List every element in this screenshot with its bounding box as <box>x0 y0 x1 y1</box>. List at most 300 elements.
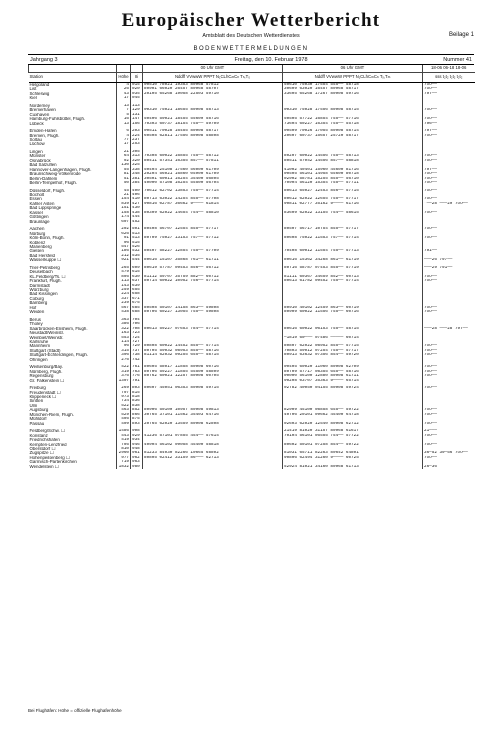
station-cell: Berlin-Tempelhof, Flugh. <box>29 181 78 186</box>
obs06-cell: 40706 20101 09662 45400 64718 <box>283 413 423 417</box>
iii-cell: 838 <box>131 404 143 408</box>
extra-cell: 7oo── <box>423 172 475 176</box>
iii-cell: 410 <box>131 197 143 201</box>
station-cell: Garmisch-Partenkirchen <box>29 460 77 465</box>
extra-cell: ───26 797── <box>423 258 475 262</box>
station-cell: KL.Feldberg/Ts. ☐ <box>29 274 66 279</box>
hoehe-cell: 45 <box>117 189 131 193</box>
station-cell: Weißenburg/Bay. <box>29 365 64 370</box>
table-header <box>29 73 475 83</box>
obs06-cell: 80608 75022 11553 757── 57714 <box>283 236 423 240</box>
obs06-cell: 80807 62022 08952 855── 57715 <box>283 344 423 348</box>
station-cell: Koblenz <box>29 240 46 245</box>
hoehe-cell: 443 <box>117 434 131 438</box>
obs06-cell: 50505 57722 16854 755── 57716 <box>283 117 423 121</box>
hoehe-cell: 6 <box>117 129 131 133</box>
extra-cell: 7oo── <box>423 87 475 91</box>
hoehe-cell: 202 <box>117 227 131 231</box>
extra-cell: 796── <box>423 122 475 126</box>
hoehe-cell: 21 <box>117 150 131 154</box>
hoehe-cell: 419 <box>117 438 131 442</box>
station-cell: Berus <box>29 317 41 322</box>
obs00-cell: 80407 58227 12854 755── 57709 <box>143 249 283 253</box>
obs06-cell: 81111 60367 34659 852── 60713 <box>283 275 423 279</box>
hoehe-cell: 1832 <box>117 465 131 469</box>
extra-cell: 7oo── <box>423 108 475 112</box>
obs00-cell: 80709 75027 13153 757── 57712 <box>143 236 283 240</box>
station-cell: Regensburg <box>29 374 54 379</box>
hoehe-cell: 212 <box>117 254 131 258</box>
iii-cell: 305 <box>131 150 143 154</box>
hoehe-cell: 409 <box>117 422 131 426</box>
station-cell: Marienberg <box>29 244 52 249</box>
extra-cell: 7oo── <box>423 134 475 138</box>
station-cell: Neustadt/Weinstr. <box>29 331 65 336</box>
table-row <box>29 465 475 469</box>
iii-cell: 020 <box>131 87 143 91</box>
station-cell: Bad Hersfeld <box>29 253 55 258</box>
station-cell: List <box>29 87 37 92</box>
obs06-cell: 80507 56717 10754 855── 57717 <box>283 227 423 231</box>
iii-cell: 427 <box>131 202 143 206</box>
station-cell: Augsburg <box>29 408 49 413</box>
station-cell: Bad Salzuflen <box>29 163 57 168</box>
iii-cell: 875 <box>131 417 143 421</box>
iii-cell: 384 <box>131 181 143 185</box>
extra-cell: 7oo── <box>423 117 475 121</box>
iii-cell: 513 <box>131 236 143 240</box>
obs00-cell <box>143 465 283 469</box>
iii-cell: 852 <box>131 408 143 412</box>
station-cell: Gr. Falkenstein ☐ <box>29 378 65 383</box>
hoehe-cell: 92 <box>117 159 131 163</box>
iii-cell: 615 <box>131 270 143 274</box>
obs00-cell: 80613 59227 07653 784── 57714 <box>143 327 283 331</box>
obs06-cell: 30609 63020 16457 80968 58717 <box>283 87 423 91</box>
extra-cell: 7oo── <box>423 374 475 378</box>
obs06-cell: 83609 62022 13155 754── 58615 <box>283 211 423 215</box>
beilage-label: Beilage 1 <box>448 32 474 38</box>
station-cell: Karlsruhe <box>29 340 49 345</box>
obs00-cell: 80705 59032 08953 855── 58716 <box>143 349 283 353</box>
extra-cell: 7oo── <box>423 83 475 88</box>
iii-cell: 444 <box>131 215 143 219</box>
hoehe-cell: 567 <box>117 306 131 310</box>
extra-cell: 7oo── <box>423 211 475 215</box>
station-cell: Helgoland <box>29 82 50 87</box>
extra-cell: 797── <box>423 168 475 172</box>
obs00-cell: 80706 60227 13055 755── 59808 <box>143 310 283 314</box>
obs00-cell: 80309 62022 14654 754── 58810 <box>143 211 283 215</box>
hoehe-cell: 21 <box>117 193 131 197</box>
obs00-cell: 80605 58017 11858 80908 60716 <box>143 365 283 369</box>
station-cell: Bad Lippspringe <box>29 206 62 211</box>
hoehe-cell: 77 <box>117 138 131 142</box>
iii-cell: 045 <box>131 96 143 100</box>
iii-cell: 544 <box>131 258 143 262</box>
station-cell: Berlin-Dahlem <box>29 176 58 181</box>
extra-cell: 7oo── <box>423 154 475 158</box>
hoehe-cell: 315 <box>117 349 131 353</box>
obs00-cell: 81114 62032 09255 655── 58715 <box>143 353 283 357</box>
hoehe-cell: 479 <box>117 270 131 274</box>
hoehe-cell: 1486 <box>117 429 131 433</box>
obs00-cell: 80619 57787 09453 856── 56712 <box>143 266 283 270</box>
station-cell: Wasserkuppe ☐ <box>29 258 62 263</box>
date-label: Freitag, den 10. Februar 1978 <box>234 56 308 63</box>
header-cell: 06 Uhr GMT <box>283 65 423 73</box>
table-header-top <box>29 65 475 73</box>
obs06-cell: 00505 56101 14958 65600 80718 <box>283 172 423 176</box>
iii-cell: 430 <box>131 206 143 210</box>
hoehe-cell: 839 <box>117 202 131 206</box>
iii-cell: 893 <box>131 422 143 426</box>
extra-cell: 7oo── <box>423 310 475 314</box>
station-cell: Deuselbach <box>29 270 53 275</box>
obs06-cell: 00000 56100 12880 80908 61711 <box>283 374 423 378</box>
hoehe-cell: 797 <box>117 391 131 395</box>
obs06-cell: ─1819 60─── 07486 ───── 60714 <box>283 336 423 340</box>
footer-note: Bei Flughäfen: Höhe = offizielle Flughafenhöhe <box>28 708 122 713</box>
iii-cell: 313 <box>131 154 143 158</box>
hoehe-cell: 973 <box>117 395 131 399</box>
obs06-cell: 80207 60022 14556 755── 58713 <box>283 154 423 158</box>
hoehe-cell: 43 <box>117 92 131 96</box>
station-cell: Klippeneck ☐ <box>29 395 57 399</box>
obs00-cell: 50406 59021 18455 55609 58716 <box>143 117 283 121</box>
station-cell: Essen <box>29 197 42 202</box>
iii-cell: 203 <box>131 129 143 133</box>
header-obs00: Nddff VVwwW PPPT N₁CLhCₘCₕ Tₙ,T₀ <box>143 73 283 83</box>
obs00-cell: 41236 57101 07855 454── 57614 <box>143 434 283 438</box>
station-cell: Nürburg <box>29 231 46 236</box>
iii-cell: 724 <box>131 336 143 340</box>
hoehe-cell: 13 <box>117 104 131 108</box>
extra-cell: 7oo── <box>423 306 475 310</box>
extra-cell: *──28 ───29 7oo── <box>423 202 475 206</box>
section-heading: BODENWETTERMELDUNGEN <box>193 46 309 52</box>
header-cell: 18-06 06-18 18-06 <box>423 65 475 73</box>
station-cell: Trier-Petrisberg <box>29 265 60 270</box>
hoehe-cell: 186 <box>117 249 131 253</box>
hoehe-cell: 363 <box>117 318 131 322</box>
iii-cell: 776 <box>131 374 143 378</box>
obs06-cell: 80910 40102 12459 863── 60719 <box>283 306 423 310</box>
hoehe-cell: 553 <box>117 336 131 340</box>
obs00-cell: 80906 50109 10957 80908 59813 <box>143 408 283 412</box>
obs00-cell: 70303 60737 18154 755── 59709 <box>143 122 283 126</box>
obs00-cell: 80805 02412 33159 86─── 62713 <box>143 456 283 460</box>
station-cell: Frankfurt, Flugh. <box>29 279 62 284</box>
hoehe-cell: 64 <box>117 154 131 158</box>
extra-cell: ───29 791── <box>423 266 475 270</box>
obs00-cell: 80616 15107 35868 761── 61711 <box>143 258 283 262</box>
iii-cell: 742 <box>131 358 143 362</box>
obs06-cell: 70408 60012 11554 755── 57713 <box>283 249 423 253</box>
obs06-cell: 90811 02777 35162 9──── 61716 <box>283 202 423 206</box>
extra-cell: 7oo── <box>423 413 475 417</box>
station-cell: Würzburg <box>29 288 49 293</box>
station-cell: Hohenpeißenberg ☐ <box>29 455 70 460</box>
station-cell: Kempten-Lenzfried <box>29 442 67 447</box>
iii-cell: 727 <box>131 340 143 344</box>
iii-cell: 963 <box>131 460 143 464</box>
station-cell: Bocholt <box>29 192 45 197</box>
iii-cell: 685 <box>131 306 143 310</box>
jahrgang-label: Jahrgang 3 <box>30 56 58 63</box>
extra-cell: 7oo── <box>423 349 475 353</box>
station-cell: Norderney <box>29 103 50 108</box>
obs00-cell: 20765 62020 13559 80908 62808 <box>143 422 283 426</box>
hoehe-cell: 319 <box>117 370 131 374</box>
station-cell: Braunschweig-Völkenrode <box>29 172 81 177</box>
hoehe-cell: 405 <box>117 417 131 421</box>
extra-cell: 7oo── <box>423 434 475 438</box>
station-cell: Bremen, Flugh. <box>29 133 60 138</box>
station-cell: Konstanz <box>29 433 48 438</box>
extra-cell: 797── <box>423 129 475 133</box>
iii-cell: 637 <box>131 279 143 283</box>
obs00-cell: 70308 60022 16855 755── 58712 <box>143 154 283 158</box>
extra-cell: 7oo── <box>423 370 475 374</box>
extra-cell: 7oo── <box>423 181 475 185</box>
hoehe-cell: 1307 <box>117 379 131 383</box>
obs00-cell: 80808 60022 14452 855── 57714 <box>143 344 283 348</box>
obs06-cell: 80913 63632 07356 854── 59720 <box>283 353 423 357</box>
report-subtitle: Amtsblatt des Deutschen Wetterdienstes <box>202 33 300 39</box>
hoehe-cell: 151 <box>117 206 131 210</box>
iii-cell: 738 <box>131 353 143 357</box>
obs06-cell: 20607 60737 15657 25720 58717 <box>283 134 423 138</box>
hoehe-cell: 17 <box>117 142 131 146</box>
iii-cell: 761 <box>131 365 143 369</box>
obs06-cell: 90208 03707 35363 9──── 65714 <box>283 379 423 383</box>
extra-cell: 7oo── <box>423 189 475 193</box>
iii-cell: 815 <box>131 391 143 395</box>
iii-cell: 338 <box>131 168 143 172</box>
extra-cell: 7oo── <box>423 159 475 163</box>
station-cell: Bremerhaven <box>29 108 56 113</box>
hoehe-cell: 26 <box>117 87 131 91</box>
obs00-cell: 80411 57341 16355 857── 57811 <box>143 159 283 163</box>
obs06-cell: 50610 75030 17554 555── 58718 <box>283 83 423 88</box>
iii-cell: 980 <box>131 465 143 469</box>
iii-cell: 737 <box>131 349 143 353</box>
extra-cell: 7oo── <box>423 236 475 240</box>
hoehe-cell: 55 <box>117 168 131 172</box>
iii-cell: 948 <box>131 447 143 451</box>
extra-cell: 7oo── <box>423 456 475 460</box>
iii-cell: 526 <box>131 245 143 249</box>
hoehe-cell: 114 <box>117 340 131 344</box>
station-cell: Göttingen <box>29 215 49 220</box>
hoehe-cell: 376 <box>117 374 131 378</box>
hoehe-cell: 224 <box>117 292 131 296</box>
station-cell: Lübeck <box>29 121 44 126</box>
obs06-cell: 02782 40050 04155 80908 59724 <box>283 386 423 390</box>
obs00-cell: 80901 66020 26457 80968 58707 <box>143 87 283 91</box>
extra-cell: 7oo── <box>423 279 475 283</box>
station-cell: Hof <box>29 305 37 310</box>
iii-cell: 630 <box>131 275 143 279</box>
station-cell: Mühldorf <box>29 417 47 422</box>
hoehe-cell: 276 <box>117 358 131 362</box>
header-cell <box>29 65 117 73</box>
station-cell: Wendelstein ☐ <box>29 464 59 469</box>
header-obs06: Nddff VVwwW PPPT N₁CLhCₘCₕ Tₓ,Tₘ <box>283 73 423 83</box>
report-page <box>28 8 474 713</box>
obs06-cell: 80613 65027 12453 856── 57715 <box>283 189 423 193</box>
station-cell: Darmstadt <box>29 283 50 288</box>
obs00-cell: 80408 56707 12554 855── 57717 <box>143 227 283 231</box>
hoehe-cell: 529 <box>117 413 131 417</box>
hoehe-cell: 163 <box>117 331 131 335</box>
obs00-cell: 00510 78021 19353 80968 57812 <box>143 83 283 88</box>
iii-cell: 658 <box>131 292 143 296</box>
iii-cell: 325 <box>131 163 143 167</box>
header-station: Station <box>29 73 117 83</box>
hoehe-cell: 13 <box>117 122 131 126</box>
station-cell: Emden-Hafen <box>29 129 57 134</box>
header-cell <box>117 65 131 73</box>
iii-cell: 131 <box>131 113 143 117</box>
extra-cell: 7oo── <box>423 177 475 181</box>
obs00-cell: 20105 65268 19058 22503 59710 <box>143 92 283 96</box>
hoehe-cell: 522 <box>117 404 131 408</box>
obs06-cell: 52924 81021 34160 80968 61713 <box>283 465 423 469</box>
obs06-cell: 80511 57042 14556 857── 58818 <box>283 159 423 163</box>
station-cell: Stuttgart (Stadt) <box>29 348 61 353</box>
extra-cell: 7oo── <box>423 443 475 447</box>
hoehe-cell: 386 <box>117 322 131 326</box>
station-cell: Weiden <box>29 310 45 315</box>
hoehe-cell: 921 <box>117 258 131 262</box>
extra-cell: 791── <box>423 249 475 253</box>
station-cell: Kiel <box>29 96 37 101</box>
station-cell: Ulm <box>29 403 38 408</box>
iii-cell: 962 <box>131 456 143 460</box>
hoehe-cell: 17 <box>117 96 131 100</box>
station-cell: Feldberg/Schw. ☐ <box>29 429 65 434</box>
iii-cell: 723 <box>131 331 143 335</box>
hoehe-cell: 719 <box>117 460 131 464</box>
obs06-cell: 80716 58787 07453 855── 57719 <box>283 266 423 270</box>
iii-cell: 929 <box>131 434 143 438</box>
extra-cell: 7oo── <box>423 275 475 279</box>
extra-cell: 7oo── <box>423 227 475 231</box>
iii-cell: 866 <box>131 413 143 417</box>
iii-cell: 704 <box>131 318 143 322</box>
obs06-cell: 70104 56101 05555 754── 57722 <box>283 434 423 438</box>
hoehe-cell: 50 <box>117 181 131 185</box>
obs06-cell: 80616 60022 06153 755── 58715 <box>283 327 423 331</box>
station-cell: Schleswig <box>29 91 50 96</box>
obs06-cell: 80909 60022 11556 755── 60716 <box>283 310 423 314</box>
station-cell: Köln-Bonn, Flugh. <box>29 236 65 241</box>
iii-cell: 675 <box>131 301 143 305</box>
station-cell: Kahler Asten <box>29 201 55 206</box>
station-cell: Freudenstadt ☐ <box>29 390 61 395</box>
hoehe-cell: 396 <box>117 353 131 357</box>
extra-cell: 21─── <box>423 429 475 433</box>
station-cell: Coburg <box>29 296 44 301</box>
iii-cell: 655 <box>131 288 143 292</box>
iii-cell: 836 <box>131 399 143 403</box>
station-cell: Nürnberg, Flugh. <box>29 369 63 374</box>
hoehe-cell: 4 <box>117 83 131 88</box>
hoehe-cell: 239 <box>117 301 131 305</box>
obs00-cell: 00310 75021 18655 80908 58713 <box>143 108 283 112</box>
weather-table <box>28 65 475 469</box>
iii-cell: 908 <box>131 429 143 433</box>
station-cell: Passau <box>29 421 45 426</box>
obs00-cell: 40904 56102 09058 45400 58818 <box>143 443 283 447</box>
station-cell: Lüchow <box>29 142 45 147</box>
iii-cell: 515 <box>131 241 143 245</box>
hoehe-cell: 705 <box>117 443 131 447</box>
hoehe-cell: 422 <box>117 365 131 369</box>
obs06-cell: 70904 56120 15354 755── 57711 <box>283 181 423 185</box>
extra-cell: 797── <box>423 92 475 96</box>
obs00-cell: 80714 60022 10952 756── 57714 <box>143 279 283 283</box>
extra-cell: 36─52 39─56 7oo── <box>423 451 475 455</box>
extra-cell: 7oo── <box>423 408 475 412</box>
obs06-cell: 82909 45100 08858 655── 59722 <box>283 408 423 412</box>
obs06-cell: 33605 65268 17267 80908 59716 <box>283 92 423 96</box>
report-title: Europäischer Wetterbericht <box>121 10 381 31</box>
station-cell: Soltau <box>29 137 42 142</box>
iii-cell: 639 <box>131 284 143 288</box>
hoehe-cell: 5 <box>117 113 131 117</box>
hoehe-cell: 810 <box>117 447 131 451</box>
station-cell: Lingen <box>29 149 43 154</box>
hoehe-cell: 81 <box>117 172 131 176</box>
hoehe-cell: 154 <box>117 197 131 201</box>
hoehe-cell: 463 <box>117 408 131 412</box>
nummer-label: Nummer 41 <box>443 56 472 63</box>
hoehe-cell: 734 <box>117 399 131 403</box>
hoehe-cell: 607 <box>117 220 131 224</box>
station-cell: München-Riem, Flugh. <box>29 412 74 417</box>
obs00-cell: 30501 60011 16254 35400 56805 <box>143 177 283 181</box>
obs06-cell: 00509 70026 17055 80908 58714 <box>283 129 423 133</box>
hoehe-cell: 96 <box>117 344 131 348</box>
obs06-cell: 41002 40401 15960 45600 81716 <box>283 168 423 172</box>
station-cell: Aachen <box>29 227 45 232</box>
station-cell: Hannover-Langenhagen, Flugh. <box>29 167 92 172</box>
iii-cell: 381 <box>131 177 143 181</box>
iii-cell: 791 <box>131 379 143 383</box>
hoehe-cell: 438 <box>117 310 131 314</box>
obs00-cell: 90816 02787 36662 9──── 61814 <box>143 202 283 206</box>
header-extra: sss t₂t₂ t₂t₂ t₂t₂ <box>423 73 475 83</box>
obs00-cell: 80607 45051 06353 80908 59715 <box>143 386 283 390</box>
iii-cell: 961 <box>131 451 143 455</box>
obs06-cell: 80613 61782 09452 755── 57714 <box>283 279 423 283</box>
info-bar <box>28 54 474 65</box>
station-cell: Hamburg-Fuhlsbüttel, Flugh. <box>29 117 86 122</box>
obs06-cell: 21419 81020 31157 80968 61617 <box>283 429 423 433</box>
hoehe-cell: 7 <box>117 108 131 112</box>
station-cell: Osnabrück <box>29 158 51 163</box>
extra-cell: 7oo── <box>423 422 475 426</box>
station-cell: Braunlage <box>29 219 50 224</box>
hoehe-cell: 174 <box>117 215 131 219</box>
iii-cell: 946 <box>131 443 143 447</box>
hoehe-cell: 805 <box>117 275 131 279</box>
hoehe-cell: 337 <box>117 297 131 301</box>
hoehe-cell: 130 <box>117 163 131 167</box>
